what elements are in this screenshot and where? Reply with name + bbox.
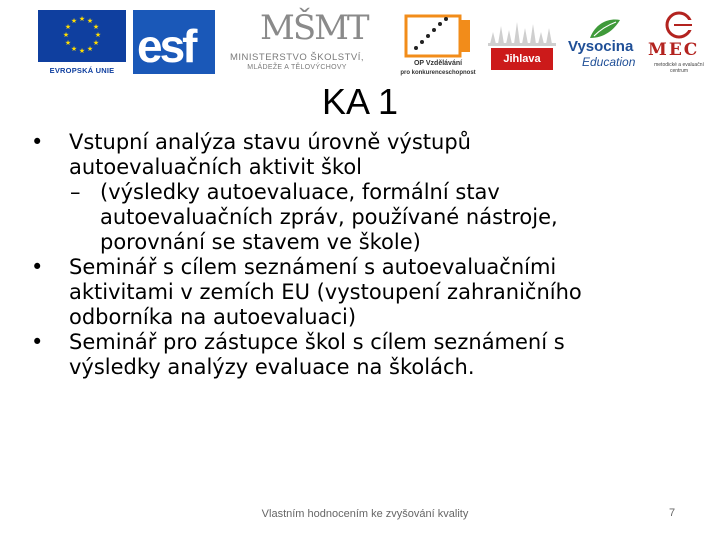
eu-caption: EVROPSKÁ UNIE — [49, 66, 115, 75]
op-logo — [396, 10, 480, 78]
bullet-item — [28, 330, 668, 380]
svg-text:★: ★ — [62, 31, 70, 39]
bullet-line: Seminář s cílem seznámení s autoevaluačními — [69, 255, 557, 279]
page-number: 7 — [669, 507, 676, 519]
bullet-line: autoevaluačních aktivit škol — [69, 155, 363, 179]
esf-text: esf — [137, 20, 195, 72]
bullet-line: odborníka na autoevaluaci) — [69, 305, 357, 329]
bullet-line: Vstupní analýza stavu úrovně výstupů — [69, 130, 471, 154]
svg-text:★: ★ — [64, 23, 72, 31]
slide-title: KA 1 — [321, 81, 399, 122]
mec-sub: metodické a evaluační centrum — [654, 62, 704, 74]
leaf-icon — [588, 18, 622, 40]
svg-text:★: ★ — [70, 17, 78, 25]
svg-text:★: ★ — [94, 31, 102, 39]
vysocina-name: Vysocina — [568, 38, 634, 55]
mec-emblem-icon — [646, 10, 712, 40]
svg-text:★: ★ — [70, 45, 78, 53]
svg-text:★: ★ — [64, 39, 72, 47]
bullet-item — [28, 130, 668, 180]
bullet-marker: • — [31, 255, 44, 279]
svg-text:★: ★ — [78, 47, 86, 55]
mec-logo — [646, 10, 712, 78]
vysocina-sub: Education — [582, 55, 636, 69]
op-emblem-icon — [396, 10, 480, 60]
eu-logo — [38, 10, 126, 76]
sub-bullet-item — [28, 180, 668, 255]
bullet-line: výsledky analýzy evaluace na školách. — [69, 355, 475, 379]
sub-bullet-line: porovnání se stavem ve škole) — [100, 230, 421, 254]
msmt-mark: MŠMT — [260, 8, 368, 48]
logo-strip — [0, 0, 720, 82]
bullet-marker: • — [31, 130, 44, 154]
svg-text:★: ★ — [86, 45, 94, 53]
op-line2: pro konkurenceschopnost — [400, 70, 476, 76]
bullet-line: Seminář pro zástupce škol s cílem seznámení s — [69, 330, 565, 354]
op-line1: OP Vzdělávání — [413, 60, 463, 67]
sub-bullet-line: (výsledky autoevaluace, formální stav — [100, 180, 500, 204]
bullet-marker: • — [31, 330, 44, 354]
msmt-logo — [222, 8, 372, 78]
sub-bullet-line: autoevaluačních zpráv, používané nástroje, — [100, 205, 558, 229]
svg-text:★: ★ — [86, 17, 94, 25]
svg-text:★: ★ — [92, 23, 100, 31]
sub-bullet-marker: – — [70, 180, 81, 204]
jihlava-label: Jihlava — [491, 48, 553, 70]
footer-text: Vlastním hodnocením ke zvyšování kvality — [261, 508, 469, 520]
msmt-line1: MINISTERSTVO ŠKOLSTVÍ, — [230, 52, 364, 63]
esf-logo — [133, 10, 215, 76]
jihlava-logo — [484, 14, 560, 76]
jihlava-skyline-icon — [484, 14, 560, 48]
slide-content — [28, 130, 668, 380]
msmt-line2: MLÁDEŽE A TĚLOVÝCHOVY — [247, 64, 347, 71]
bullet-line: aktivitami v zemích EU (vystoupení zahraničního — [69, 280, 582, 304]
bullet-item — [28, 255, 668, 330]
eu-flag-icon — [38, 10, 126, 62]
vysocina-logo — [566, 18, 644, 72]
svg-text:★: ★ — [92, 39, 100, 47]
mec-name: MEC — [648, 40, 700, 60]
svg-text:★: ★ — [78, 15, 86, 23]
